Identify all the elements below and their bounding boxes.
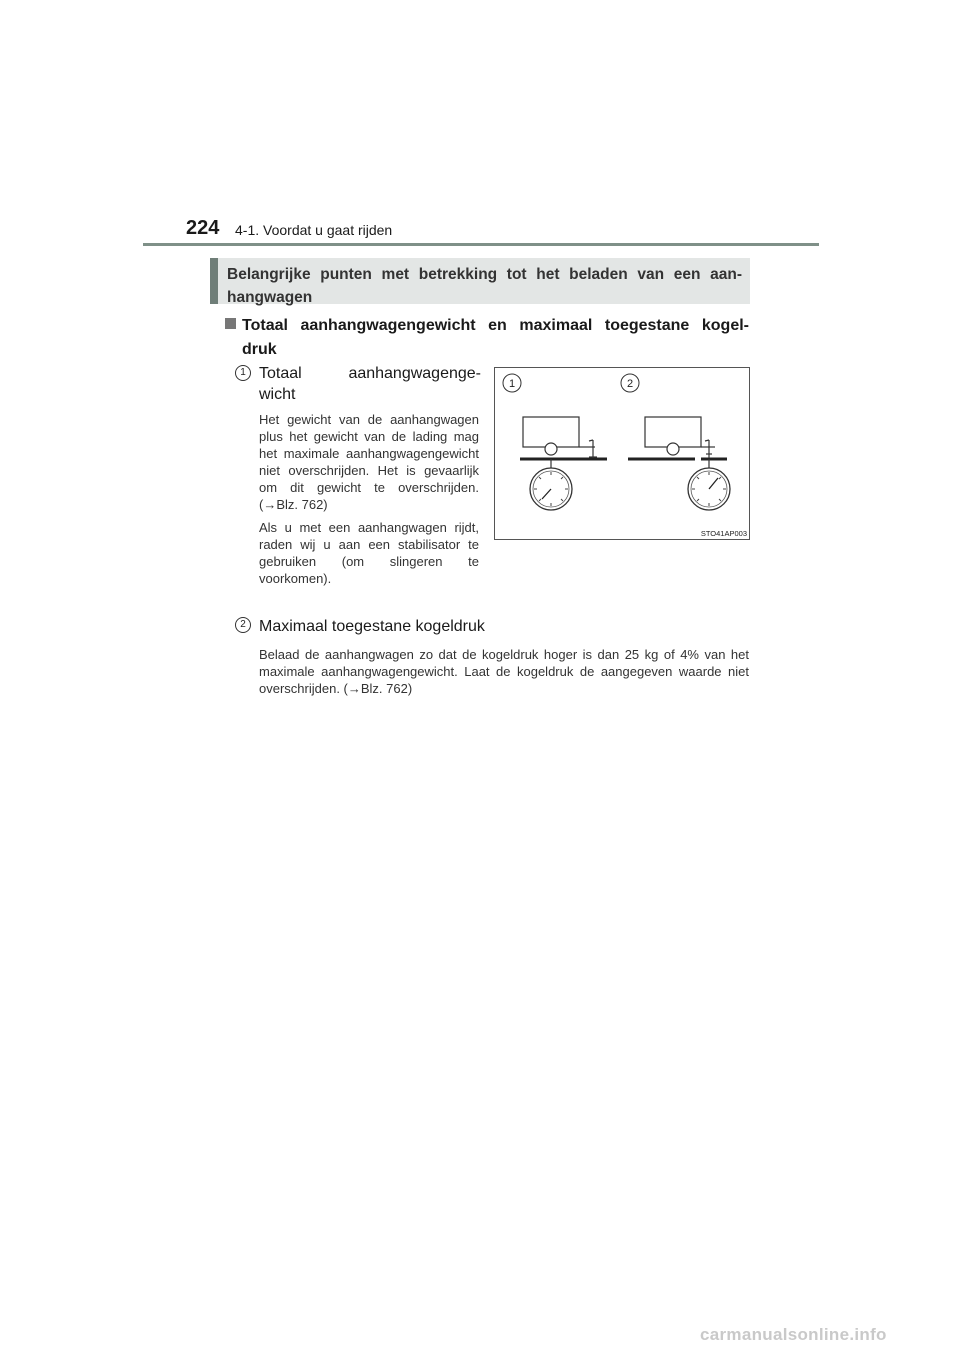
trailer-icon-2 <box>628 417 727 469</box>
item1-title <box>259 363 481 405</box>
section-heading-box <box>210 258 750 304</box>
figure-label2: 2 <box>626 378 634 390</box>
item1-title-word1: Totaal <box>259 365 302 382</box>
item1-number-icon: 1 <box>235 365 251 381</box>
trailer-icon-1 <box>520 417 607 469</box>
header-rule <box>143 243 819 246</box>
figure-code: STO41AP003 <box>700 529 747 538</box>
square-bullet-icon <box>225 318 236 329</box>
trailer-weight-figure <box>494 367 750 540</box>
subsection-heading-line2: druk <box>242 341 277 358</box>
scale-gauge-icon-1 <box>530 468 572 510</box>
watermark: carmanualsonline.info <box>700 1325 887 1344</box>
figure-label1: 1 <box>508 378 516 390</box>
section-heading-line2: hangwagen <box>227 289 313 306</box>
item2-number-icon: 2 <box>235 617 251 633</box>
item1-body <box>259 411 479 593</box>
item1-paragraph1: Het gewicht van de aanhangwagen plus het gewicht van de lading mag het maximale aanhangwagengewicht niet overschrijden. Het is gevaarlijk om dit gewicht te overschrijden. (→Blz. 762) <box>259 412 479 512</box>
item2-body: Belaad de aanhangwagen zo dat de kogeldruk hoger is dan 25 kg of 4% van het maximale aanhangwagengewicht. Laat de kogeldruk de aangegeven waarde niet overschrijden. (→Blz. 762) <box>259 647 749 696</box>
item1-paragraph2: Als u met een aanhangwagen rijdt, raden wij u aan een stabilisator te gebruiken (om slingeren te voorkomen). <box>259 520 479 586</box>
item2-title: Maximaal toegestane kogeldruk <box>259 618 485 635</box>
subsection-heading <box>225 314 749 362</box>
subsection-heading-line1: Totaal aanhangwagengewicht en maximaal toegestane kogel- <box>225 314 749 338</box>
item1-title-word2: aanhangwagenge- <box>348 365 481 382</box>
chapter-title: 4-1. Voordat u gaat rijden <box>235 222 393 238</box>
item1-title-line2: wicht <box>259 386 296 403</box>
scale-gauge-icon-2 <box>688 468 730 510</box>
section-heading-line1: Belangrijke punten met betrekking tot het beladen van een aan- <box>227 266 742 283</box>
page-number: 224 <box>186 217 220 239</box>
trailer-diagram-svg <box>495 368 751 541</box>
